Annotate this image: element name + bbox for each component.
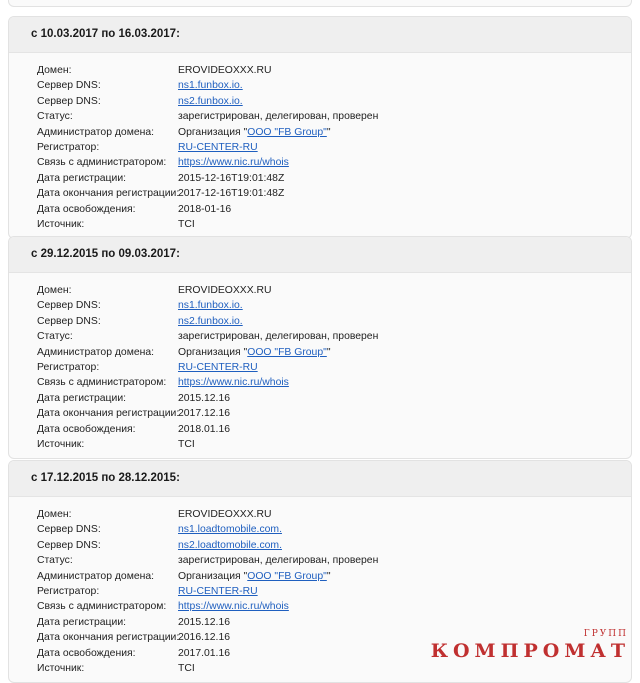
field-row-registrar <box>37 584 631 599</box>
field-value: 2015.12.16 <box>178 392 231 404</box>
field-row-dns2 <box>37 538 631 553</box>
field-row-contact <box>37 599 631 614</box>
field-row-reg-date <box>37 391 631 406</box>
field-row-status <box>37 329 631 344</box>
contact-link[interactable]: https://www.nic.ru/whois <box>178 377 289 389</box>
field-label: Статус: <box>37 555 73 567</box>
field-label: Сервер DNS: <box>37 315 101 327</box>
admin-suffix: " <box>326 126 331 138</box>
field-row-source <box>37 437 631 452</box>
record-fields <box>9 273 631 458</box>
field-label: Домен: <box>37 285 72 296</box>
field-label: Сервер DNS: <box>37 80 101 92</box>
field-label: Источник: <box>37 662 85 674</box>
field-label: Домен: <box>37 65 72 76</box>
field-row-free-date <box>37 422 631 437</box>
field-value <box>178 522 282 537</box>
field-label: Администратор домена: <box>37 346 155 358</box>
field-value: 2015.12.16 <box>178 616 231 628</box>
admin-suffix: " <box>326 570 331 582</box>
registrar-link[interactable]: RU-CENTER-RU <box>178 361 258 373</box>
field-value: 2017-12-16T19:01:48Z <box>178 188 285 200</box>
field-value: 2018-01-16 <box>178 203 232 215</box>
field-label: Домен: <box>37 509 72 520</box>
admin-org-link[interactable]: ООО "FB Group" <box>247 126 327 138</box>
dns-server-2-link[interactable]: ns2.funbox.io. <box>178 315 243 327</box>
whois-record-card <box>8 16 632 239</box>
record-period-title: с 10.03.2017 по 16.03.2017: <box>9 17 631 53</box>
field-value <box>178 78 243 93</box>
field-label: Источник: <box>37 218 85 230</box>
field-label: Источник: <box>37 438 85 450</box>
field-row-source <box>37 217 631 232</box>
contact-link[interactable]: https://www.nic.ru/whois <box>178 601 289 613</box>
field-label: Сервер DNS: <box>37 95 101 107</box>
whois-record-card <box>8 236 632 459</box>
field-value <box>178 125 331 140</box>
admin-prefix: Организация " <box>178 126 248 138</box>
field-label: Дата окончания регистрации: <box>37 408 180 420</box>
field-label: Дата регистрации: <box>37 392 127 404</box>
field-row-contact <box>37 155 631 170</box>
field-value: EROVIDEOXXX.RU <box>178 285 272 296</box>
field-label: Администратор домена: <box>37 570 155 582</box>
field-row-free-date <box>37 202 631 217</box>
dns-server-1-link[interactable]: ns1.funbox.io. <box>178 80 243 92</box>
field-label: Связь с администратором: <box>37 157 167 169</box>
field-value: зарегистрирован, делегирован, проверен <box>178 555 379 567</box>
field-row-dns1 <box>37 298 631 313</box>
field-value: EROVIDEOXXX.RU <box>178 509 272 520</box>
field-value <box>178 375 289 390</box>
registrar-link[interactable]: RU-CENTER-RU <box>178 585 258 597</box>
field-value <box>178 298 243 313</box>
field-value <box>178 538 282 553</box>
field-label: Дата освобождения: <box>37 423 136 435</box>
field-value <box>178 155 289 170</box>
dns-server-1-link[interactable]: ns1.loadtomobile.com. <box>178 524 282 536</box>
field-value: TCI <box>178 662 195 674</box>
field-value: 2018.01.16 <box>178 423 231 435</box>
field-row-admin <box>37 125 631 140</box>
contact-link[interactable]: https://www.nic.ru/whois <box>178 157 289 169</box>
field-value <box>178 360 258 375</box>
previous-card-edge <box>8 0 632 7</box>
field-label: Статус: <box>37 331 73 343</box>
admin-suffix: " <box>326 346 331 358</box>
field-row-domain <box>37 507 631 522</box>
field-label: Статус: <box>37 111 73 123</box>
field-label: Регистратор: <box>37 361 100 373</box>
record-fields <box>9 53 631 238</box>
record-period-title: с 29.12.2015 по 09.03.2017: <box>9 237 631 273</box>
field-label: Дата регистрации: <box>37 172 127 184</box>
field-label: Сервер DNS: <box>37 300 101 312</box>
field-row-reg-date <box>37 615 631 630</box>
field-label: Дата регистрации: <box>37 616 127 628</box>
admin-prefix: Организация " <box>178 570 248 582</box>
field-value: TCI <box>178 438 195 450</box>
field-row-exp-date <box>37 406 631 421</box>
field-label: Регистратор: <box>37 141 100 153</box>
field-row-dns1 <box>37 78 631 93</box>
dns-server-2-link[interactable]: ns2.loadtomobile.com. <box>178 539 282 551</box>
field-value <box>178 314 243 329</box>
field-value <box>178 569 331 584</box>
field-row-registrar <box>37 140 631 155</box>
admin-org-link[interactable]: ООО "FB Group" <box>247 570 327 582</box>
field-label: Дата освобождения: <box>37 203 136 215</box>
field-value <box>178 345 331 360</box>
admin-prefix: Организация " <box>178 346 248 358</box>
admin-org-link[interactable]: ООО "FB Group" <box>247 346 327 358</box>
field-value: 2017.12.16 <box>178 408 231 420</box>
field-label: Администратор домена: <box>37 126 155 138</box>
field-row-reg-date <box>37 171 631 186</box>
field-row-domain <box>37 283 631 298</box>
field-label: Дата освобождения: <box>37 647 136 659</box>
field-row-dns2 <box>37 314 631 329</box>
field-value: 2017.01.16 <box>178 647 231 659</box>
field-value: зарегистрирован, делегирован, проверен <box>178 111 379 123</box>
field-label: Регистратор: <box>37 585 100 597</box>
field-row-status <box>37 109 631 124</box>
field-row-contact <box>37 375 631 390</box>
field-label: Сервер DNS: <box>37 539 101 551</box>
kompromat-watermark <box>430 629 630 662</box>
dns-server-1-link[interactable]: ns1.funbox.io. <box>178 300 243 312</box>
field-value: EROVIDEOXXX.RU <box>178 65 272 76</box>
field-value: TCI <box>178 218 195 230</box>
field-row-dns1 <box>37 522 631 537</box>
field-row-admin <box>37 569 631 584</box>
field-value: зарегистрирован, делегирован, проверен <box>178 331 379 343</box>
field-row-domain <box>37 63 631 78</box>
field-row-admin <box>37 345 631 360</box>
field-label: Дата окончания регистрации: <box>37 632 180 644</box>
field-label: Связь с администратором: <box>37 377 167 389</box>
field-row-exp-date <box>37 186 631 201</box>
field-row-dns2 <box>37 94 631 109</box>
watermark-main: КОМПРОМАТ <box>430 640 630 662</box>
record-period-title: с 17.12.2015 по 28.12.2015: <box>9 461 631 497</box>
field-row-status <box>37 553 631 568</box>
field-value <box>178 94 243 109</box>
field-value <box>178 584 258 599</box>
field-label: Дата окончания регистрации: <box>37 188 180 200</box>
field-value <box>178 599 289 614</box>
field-value <box>178 140 258 155</box>
dns-server-2-link[interactable]: ns2.funbox.io. <box>178 95 243 107</box>
field-value: 2016.12.16 <box>178 632 231 644</box>
field-label: Связь с администратором: <box>37 601 167 613</box>
registrar-link[interactable]: RU-CENTER-RU <box>178 141 258 153</box>
field-row-source <box>37 661 631 676</box>
field-label: Сервер DNS: <box>37 524 101 536</box>
field-value: 2015-12-16T19:01:48Z <box>178 172 285 184</box>
field-row-registrar <box>37 360 631 375</box>
watermark-sup: ГРУПП <box>583 629 628 639</box>
